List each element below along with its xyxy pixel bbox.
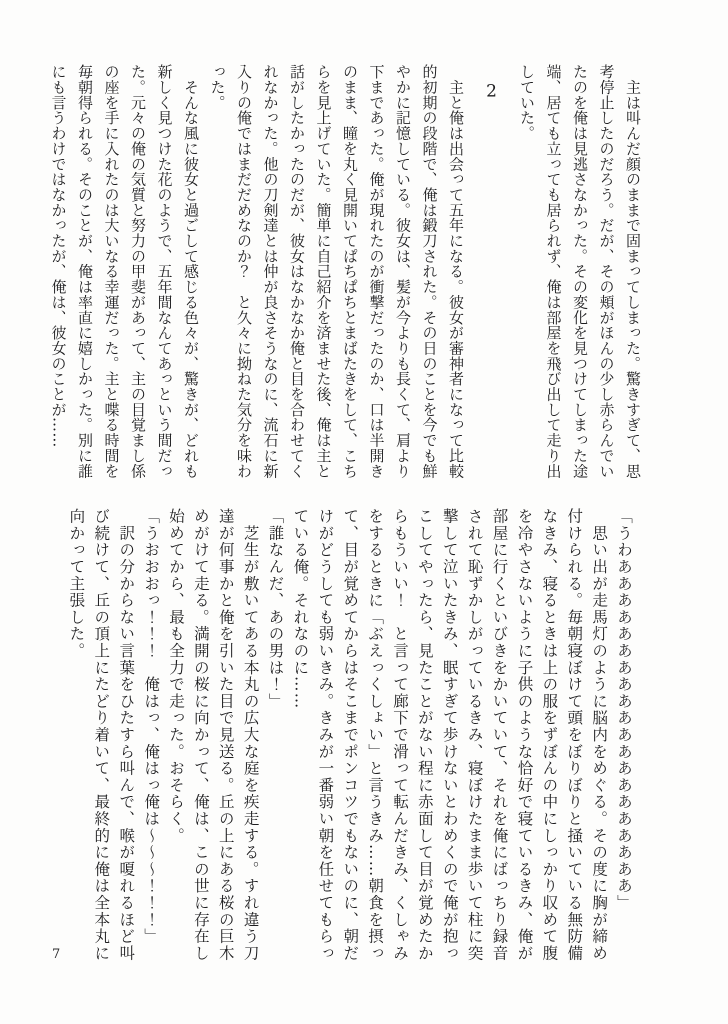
text-block-bottom [64,508,636,980]
text-line: 「誰なんだ、あの男は！」 [266,508,285,710]
text-block-top [45,64,646,484]
text-line: 向かって主張した。 [67,508,86,660]
text-line: そんな風に彼女と過ごして感じる色々が、驚きが、どれも [182,64,200,479]
text-line: 達が何事かと俺を引いた目で見送る。丘の上にある桜の巨木 [216,508,235,962]
text-line: けがどうしても弱いきみ。きみが一番弱い朝を任せてもらっ [316,508,335,962]
text-line: こしてやったら、見たことがない程に赤面して目が覚めたか [415,508,434,962]
text-line: されて恥ずかしがっているきみ、寝ぼけたまま歩いて柱に突 [465,508,484,962]
text-line: らもういい！ と言って廊下で滑って転んだきみ、くしゃみ [390,508,409,962]
text-line: 主と俺は出会って五年になる。彼女が審神者になって比較 [447,64,465,479]
text-line: にも言うわけではなかったが、俺は、彼女のことが…… [49,64,68,448]
text-line: を冷やさないように子供のような恰好で寝ているきみ、俺が [515,508,534,962]
section-number: 2 [481,64,502,102]
text-line: めがけて走る。満開の桜に向かって、俺は、この世に存在し [191,508,210,962]
text-line: のまま、瞳を丸く見開いてぱちぱちとまばたきをして、こち [341,64,359,479]
text-line: たのを俺は見逃さなかった。その変化を見つけてしまった途 [571,64,589,479]
text-line: 考停止したのだろう。だが、その頬がほんの少し赤らんでい [597,64,616,479]
text-line: った。 [208,64,227,111]
text-line: やかに記憶している。彼女は、髪が今よりも長くて、肩より [394,64,412,479]
text-line: 訳の分からない言葉をひたすら叫んで、喉が嗄れるほど叫 [117,508,136,962]
page-number: 7 [52,947,61,962]
text-line: 「うおおおっ！！！ 俺はっ、俺はっ俺は〜〜〜！！！」 [142,508,161,945]
text-line: 芝生が敷いてある本丸の広大な庭を疾走する。すれ違う刀 [241,508,260,962]
text-line: 始めてから、最も全力で走った。おそらく。 [166,508,185,844]
text-line: て、目が覚めてからはそこまでポンコツでもないのに、朝だ [341,508,360,962]
text-line: らを見上げていた。簡単に自己紹介を済ませた後、俺は主と [314,64,333,479]
text-line: をするときに「ぶえっくしょい」と言うきみ……朝食を摂っ [366,508,385,962]
text-line: 新しく見つけた花のようで、五年間なんてあっという間だっ [155,64,174,479]
text-line: していた。 [518,64,536,141]
text-line: ている俺。それなのに…… [291,508,310,710]
text-line: なきみ、寝るときは上の服をずぼんの中にしっかり収めて腹 [540,508,559,962]
text-line: た。元々の俺の気質と努力の甲斐があって、主の目覚まし係 [129,64,147,479]
text-line: び続けて、丘の頂上にたどり着いて、最終的に俺は全本丸に [92,508,111,962]
text-line: 毎朝得られる。そのことが、俺は率直に嬉しかった。別に誰 [76,64,94,479]
text-line: 下まであった。俺が現れたのが衝撃だったのか、口は半開き [367,64,386,479]
text-line: 「うわああああああああああああああああああああ」 [615,508,633,912]
text-line: 的初期の段階で、俺は鍛刀された。その日のことを今でも鮮 [420,64,439,479]
text-line: 話がしたかったのだが、彼女はなかなか俺と目を合わせてく [288,64,306,479]
text-line: 端、居ても立っても居られず、俺は部屋を飛び出して走り出 [544,64,563,479]
text-line: 付けられる。毎朝寝ぼけて頭をぼりぼりと掻いている無防備 [565,508,584,962]
text-line: 主は叫んだ顔のままで固まってしまった。驚きすぎて、思 [624,64,642,479]
text-line: 入りの俺ではまだだめなのか？ と久々に拗ねた気分を味わ [235,64,253,479]
text-line: 思い出が走馬灯のように脳内をめぐる。その度に胸が締め [590,508,609,962]
text-line: れなかった。他の刀剣達とは仲が良さそうなのに、流石に新 [261,64,280,479]
text-line: 撃して泣いたきみ、眠すぎて歩けないとわめくので俺が抱っ [440,508,459,962]
text-line: 部屋に行くといびきをかいていて、それを俺にばっちり録音 [490,508,509,962]
text-line: の座を手に入れたのは大いなる幸運だった。主と喋る時間を [102,64,121,479]
